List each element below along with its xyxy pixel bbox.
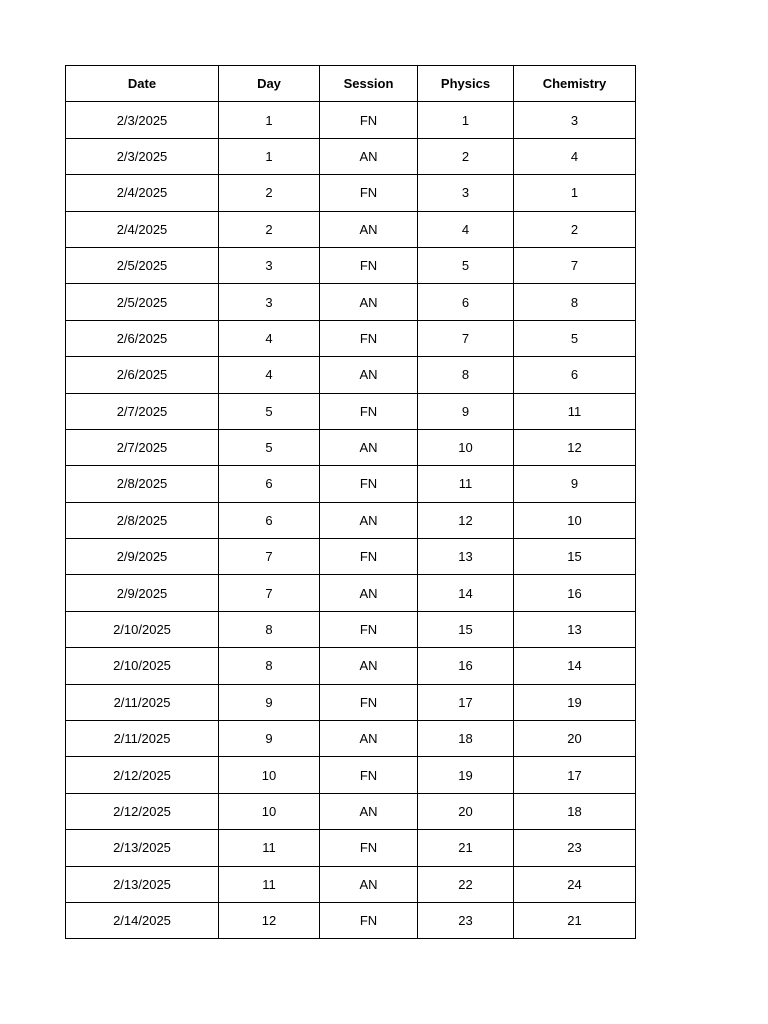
session-cell: AN [320,138,418,174]
table-row [66,247,636,283]
table-row [66,539,636,575]
header-row [66,66,636,102]
session-cell: FN [320,830,418,866]
session-cell: AN [320,502,418,538]
session-cell: FN [320,684,418,720]
table-row [66,393,636,429]
session-cell: FN [320,320,418,356]
session-cell: AN [320,721,418,757]
day-cell: 11 [219,830,320,866]
date-cell: 2/13/2025 [66,830,219,866]
table-row [66,429,636,465]
column-header-day: Day [219,66,320,102]
day-cell: 5 [219,429,320,465]
physics-cell: 14 [418,575,514,611]
chemistry-cell: 15 [514,539,636,575]
session-cell: AN [320,284,418,320]
chemistry-cell: 6 [514,357,636,393]
date-cell: 2/7/2025 [66,429,219,465]
table-header [66,66,636,102]
table-row [66,866,636,902]
date-cell: 2/5/2025 [66,247,219,283]
day-cell: 3 [219,247,320,283]
session-cell: FN [320,539,418,575]
day-cell: 9 [219,684,320,720]
day-cell: 7 [219,539,320,575]
date-cell: 2/3/2025 [66,138,219,174]
physics-cell: 7 [418,320,514,356]
table-row [66,757,636,793]
column-header-physics: Physics [418,66,514,102]
date-cell: 2/10/2025 [66,611,219,647]
column-header-date: Date [66,66,219,102]
date-cell: 2/3/2025 [66,102,219,138]
chemistry-cell: 3 [514,102,636,138]
date-cell: 2/4/2025 [66,175,219,211]
chemistry-cell: 17 [514,757,636,793]
physics-cell: 8 [418,357,514,393]
session-cell: FN [320,247,418,283]
date-cell: 2/6/2025 [66,357,219,393]
day-cell: 2 [219,211,320,247]
column-header-chemistry: Chemistry [514,66,636,102]
date-cell: 2/9/2025 [66,575,219,611]
chemistry-cell: 14 [514,648,636,684]
day-cell: 6 [219,466,320,502]
chemistry-cell: 8 [514,284,636,320]
physics-cell: 19 [418,757,514,793]
session-cell: AN [320,211,418,247]
date-cell: 2/11/2025 [66,721,219,757]
table-row [66,611,636,647]
session-cell: FN [320,175,418,211]
physics-cell: 3 [418,175,514,211]
date-cell: 2/9/2025 [66,539,219,575]
session-cell: FN [320,102,418,138]
physics-cell: 6 [418,284,514,320]
table-row [66,284,636,320]
table-row [66,211,636,247]
physics-cell: 18 [418,721,514,757]
physics-cell: 22 [418,866,514,902]
day-cell: 1 [219,138,320,174]
chemistry-cell: 20 [514,721,636,757]
date-cell: 2/7/2025 [66,393,219,429]
date-cell: 2/5/2025 [66,284,219,320]
session-cell: AN [320,357,418,393]
day-cell: 9 [219,721,320,757]
day-cell: 6 [219,502,320,538]
day-cell: 12 [219,902,320,938]
day-cell: 10 [219,757,320,793]
session-cell: FN [320,611,418,647]
session-cell: AN [320,866,418,902]
chemistry-cell: 4 [514,138,636,174]
date-cell: 2/4/2025 [66,211,219,247]
chemistry-cell: 10 [514,502,636,538]
chemistry-cell: 23 [514,830,636,866]
table-row [66,320,636,356]
table-row [66,575,636,611]
date-cell: 2/10/2025 [66,648,219,684]
session-cell: FN [320,393,418,429]
physics-cell: 9 [418,393,514,429]
day-cell: 8 [219,611,320,647]
physics-cell: 16 [418,648,514,684]
day-cell: 8 [219,648,320,684]
table-row [66,721,636,757]
session-cell: FN [320,466,418,502]
table-row [66,902,636,938]
physics-cell: 17 [418,684,514,720]
date-cell: 2/13/2025 [66,866,219,902]
day-cell: 10 [219,793,320,829]
table-row [66,684,636,720]
physics-cell: 12 [418,502,514,538]
session-cell: AN [320,648,418,684]
session-cell: AN [320,429,418,465]
physics-cell: 11 [418,466,514,502]
day-cell: 2 [219,175,320,211]
chemistry-cell: 18 [514,793,636,829]
physics-cell: 10 [418,429,514,465]
chemistry-cell: 16 [514,575,636,611]
table-row [66,138,636,174]
day-cell: 7 [219,575,320,611]
table-row [66,648,636,684]
column-header-session: Session [320,66,418,102]
physics-cell: 23 [418,902,514,938]
table-row [66,793,636,829]
date-cell: 2/14/2025 [66,902,219,938]
chemistry-cell: 12 [514,429,636,465]
date-cell: 2/6/2025 [66,320,219,356]
physics-cell: 13 [418,539,514,575]
chemistry-cell: 2 [514,211,636,247]
day-cell: 4 [219,320,320,356]
session-cell: AN [320,575,418,611]
day-cell: 11 [219,866,320,902]
table-body [66,102,636,939]
session-cell: FN [320,757,418,793]
chemistry-cell: 21 [514,902,636,938]
table-row [66,502,636,538]
date-cell: 2/12/2025 [66,757,219,793]
physics-cell: 1 [418,102,514,138]
physics-cell: 4 [418,211,514,247]
chemistry-cell: 7 [514,247,636,283]
chemistry-cell: 5 [514,320,636,356]
table-row [66,102,636,138]
day-cell: 4 [219,357,320,393]
physics-cell: 2 [418,138,514,174]
chemistry-cell: 11 [514,393,636,429]
physics-cell: 20 [418,793,514,829]
physics-cell: 15 [418,611,514,647]
date-cell: 2/12/2025 [66,793,219,829]
physics-cell: 21 [418,830,514,866]
table-row [66,830,636,866]
chemistry-cell: 9 [514,466,636,502]
chemistry-cell: 24 [514,866,636,902]
exam-schedule-table [65,65,636,939]
day-cell: 5 [219,393,320,429]
chemistry-cell: 1 [514,175,636,211]
table-row [66,175,636,211]
table-row [66,466,636,502]
day-cell: 1 [219,102,320,138]
chemistry-cell: 19 [514,684,636,720]
chemistry-cell: 13 [514,611,636,647]
date-cell: 2/11/2025 [66,684,219,720]
date-cell: 2/8/2025 [66,466,219,502]
table-row [66,357,636,393]
session-cell: FN [320,902,418,938]
session-cell: AN [320,793,418,829]
date-cell: 2/8/2025 [66,502,219,538]
day-cell: 3 [219,284,320,320]
physics-cell: 5 [418,247,514,283]
